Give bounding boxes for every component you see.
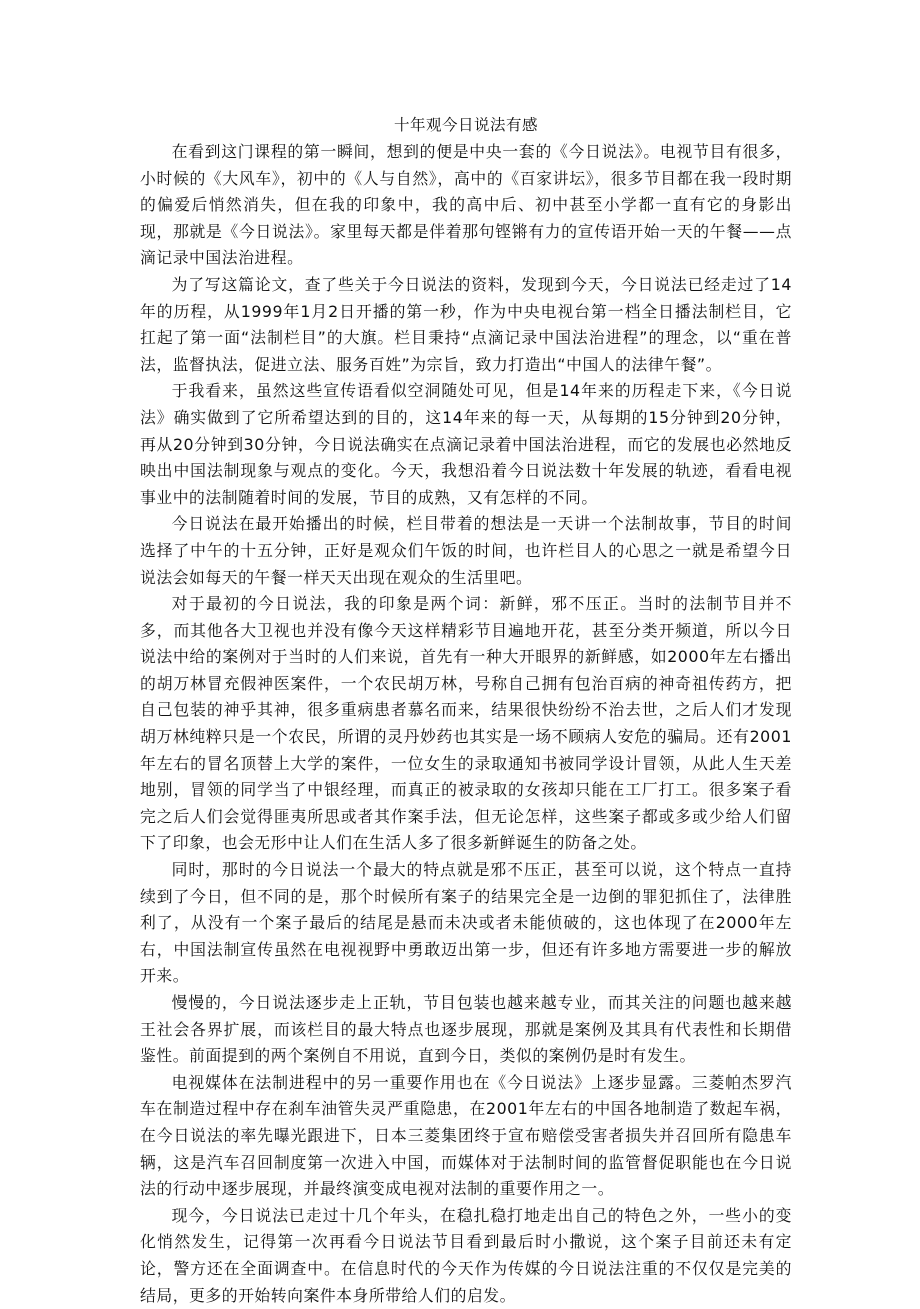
paragraph-6: 同时，那时的今日说法一个最大的特点就是邪不压正，甚至可以说，这个特点一直持续到了今日，但不同的是，那个时候所有案子的结果完全是一边倒的罪犯抓住了，法律胜利了，从没有一个案子最后的结尾是悬而未决或者未能侦破的，这也体现了在2000年左右，中国法制宣传虽然在电视视野中勇敢迈出第一步，但还有许多地方需要进一步的解放开来。 <box>140 860 792 986</box>
paragraph-2: 为了写这篇论文，查了些关于今日说法的资料，发现到今天，今日说法已经走过了14年的历程，从1999年1月2日开播的第一秒，作为中央电视台第一档全日播法制栏目，它扛起了第一面“法制栏目”的大旗。栏目秉持“点滴记录中国法治进程”的理念，以“重在普法，监督执法，促进立法、服务百姓”为宗旨，致力打造出“中国人的法律午餐”。 <box>140 274 792 374</box>
document-title: 十年观今日说法有感 <box>393 116 538 134</box>
paragraph-1: 在看到这门课程的第一瞬间，想到的便是中央一套的《今日说法》。电视节目有很多，小时候的《大风车》，初中的《人与自然》，高中的《百家讲坛》，很多节目都在我一段时期的偏爱后悄然消失，但在我的印象中，我的高中后、初中甚至小学都一直有它的身影出现，那就是《今日说法》。家里每天都是伴着那句铿锵有力的宣传语开始一天的午餐——点滴记录中国法治进程。 <box>140 142 792 268</box>
paragraph-8: 电视媒体在法制进程中的另一重要作用也在《今日说法》上逐步显露。三菱帕杰罗汽车在制造过程中存在刹车油管失灵严重隐患，在2001年左右的中国各地制造了数起车祸，在今日说法的率先曝光跟进下，日本三菱集团终于宣布赔偿受害者损失并召回所有隐患车辆，这是汽车召回制度第一次进入中国，而媒体对于法制时间的监管督促职能也在今日说法的行动中逐步展现，并最终演变成电视对法制的重要作用之一。 <box>140 1072 792 1199</box>
document-page <box>140 112 792 1309</box>
paragraph-3: 于我看来，虽然这些宣传语看似空洞随处可见，但是14年来的历程走下来，《今日说法》确实做到了它所希望达到的目的，这14年来的每一天，从每期的15分钟到20分钟，再从20分钟到30分钟，今日说法确实在点滴记录着中国法治进程，而它的发展也必然地反映出中国法制现象与观点的变化。今天，我想沿着今日说法数十年发展的轨迹，看看电视事业中的法制随着时间的发展，节目的成熟，又有怎样的不同。 <box>140 381 792 507</box>
paragraph-9: 现今，今日说法已走过十几个年头，在稳扎稳打地走出自己的特色之外，一些小的变化悄然发生，记得第一次再看今日说法节目看到最后时小撒说，这个案子目前还未有定论，警方还在全面调查中。在信息时代的今天作为传媒的今日说法注重的不仅仅是完美的结局，更多的开始转向案件本身所带给人们的启发。 <box>140 1205 792 1305</box>
paragraph-7: 慢慢的，今日说法逐步走上正轨，节目包装也越来越专业，而其关注的问题也越来越王社会各界扩展，而该栏目的最大特点也逐步展现，那就是案例及其具有代表性和长期借鉴性。前面提到的两个案例自不用说，直到今日，类似的案例仍是时有发生。 <box>140 993 792 1066</box>
paragraph-5: 对于最初的今日说法，我的印象是两个词：新鲜，邪不压正。当时的法制节目并不多，而其他各大卫视也并没有像今天这样精彩节目遍地开花，甚至分类开频道，所以今日说法中给的案例对于当时的人们来说，首先有一种大开眼界的新鲜感，如2000年左右播出的胡万林冒充假神医案件，一个农民胡万林，号称自己拥有包治百病的神奇祖传药方，把自己包装的神乎其神，很多重病患者慕名而来，结果很快纷纷不治去世，之后人们才发现胡万林纯粹只是一个农民，所谓的灵丹妙药也其实是一场不顾病人安危的骗局。还有2001年左右的冒名顶替上大学的案件，一位女生的录取通知书被同学设计冒领，从此人生天差地别，冒领的同学当了中银经理，而真正的被录取的女孩却只能在工厂打工。很多案子看完之后人们会觉得匪夷所思或者其作案手法，但无论怎样，这些案子都或多或少给人们留下了印象，也会无形中让人们在生活人多了很多新鲜诞生的防备之处。 <box>140 594 792 853</box>
paragraph-4: 今日说法在最开始播出的时候，栏目带着的想法是一天讲一个法制故事，节目的时间选择了中午的十五分钟，正好是观众们午饭的时间，也许栏目人的心思之一就是希望今日说法会如每天的午餐一样天天出现在观众的生活里吧。 <box>140 514 792 587</box>
